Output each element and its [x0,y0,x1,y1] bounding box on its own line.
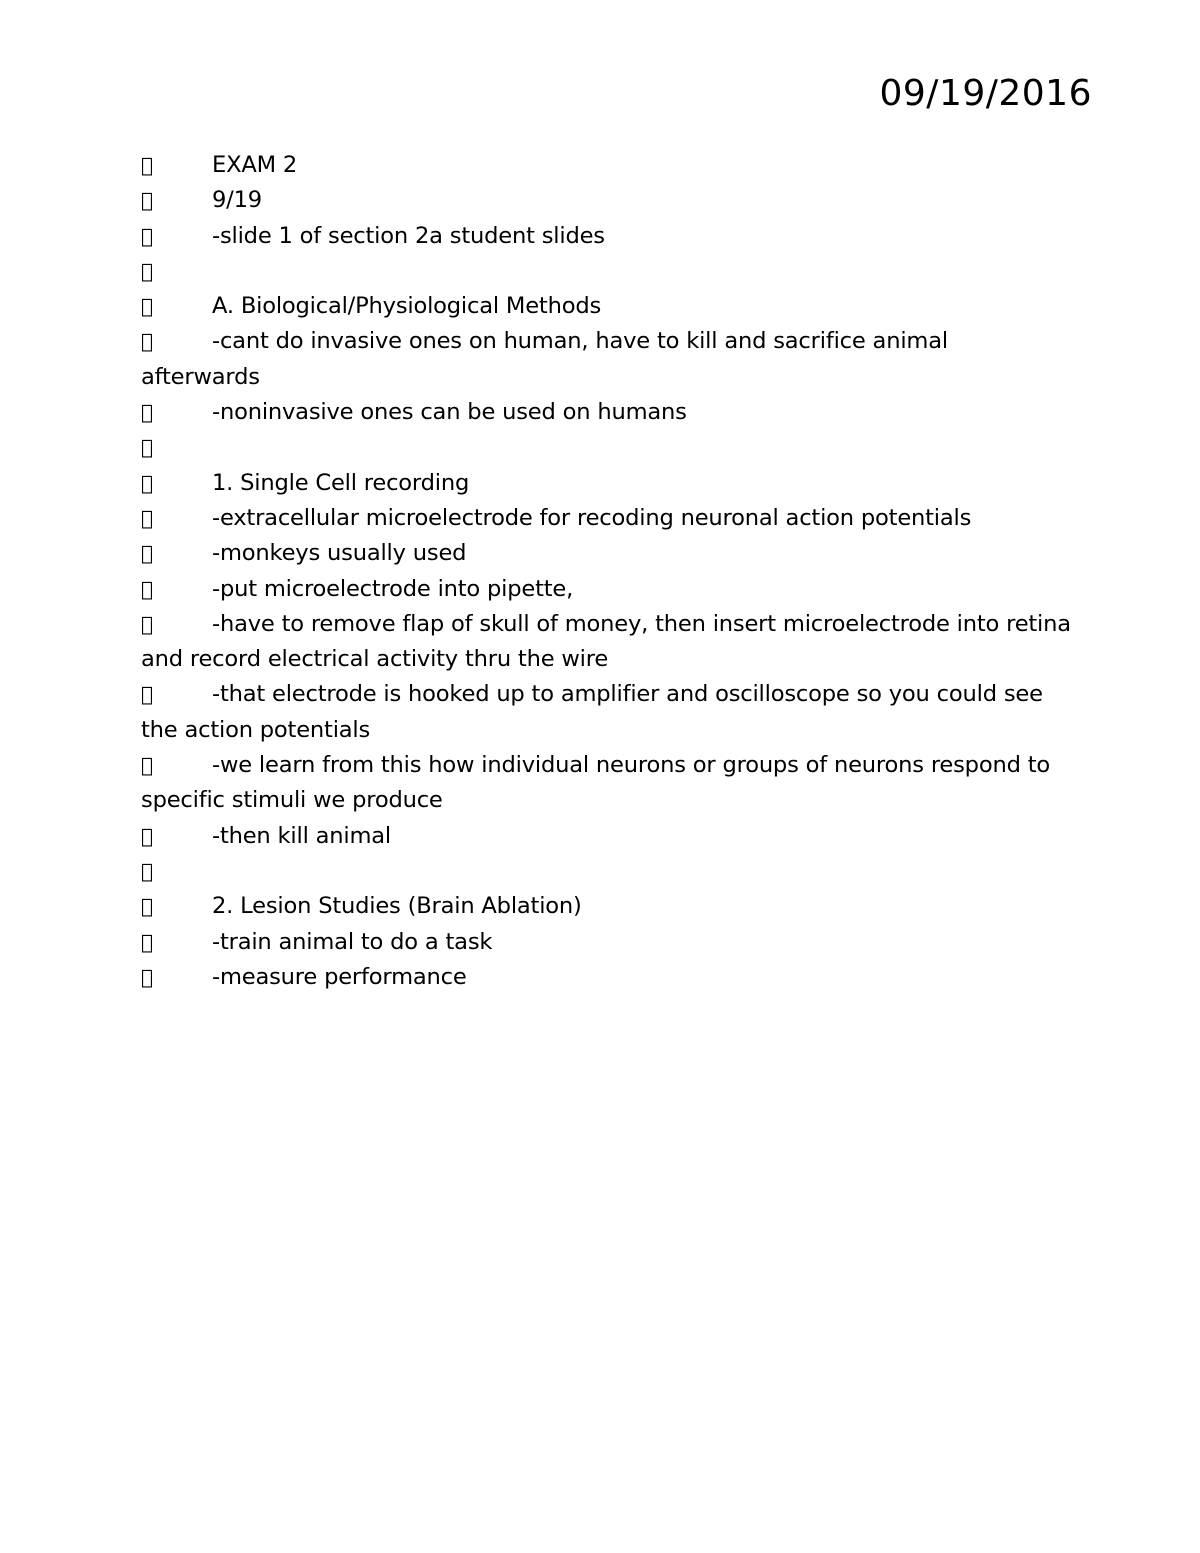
bullet-glyph-icon [141,324,212,359]
note-text: 1. Single Cell recording [212,469,470,496]
note-line [141,677,1071,748]
bullet-glyph-icon [141,430,212,465]
note-text: EXAM 2 [212,152,298,178]
bullet-glyph-icon [141,219,212,254]
bullet-glyph-icon [141,395,212,430]
note-text: -have to remove flap of skull of money, then insert microelectrode into retina and record electrical activity thru the wire [141,610,1071,673]
bullet-glyph-icon [141,960,212,995]
note-line [141,572,1071,607]
bullet-glyph-icon [141,466,212,501]
note-line [141,960,1071,995]
notes-list [141,148,1071,995]
note-text: -then kill animal [212,822,392,849]
note-text: -we learn from this how individual neurons or groups of neurons respond to specific stimuli we produce [141,752,1050,814]
bullet-glyph-icon [141,819,212,854]
note-text: 9/19 [212,187,262,214]
note-line [141,219,1071,254]
bullet-glyph-icon [141,254,212,289]
note-text: -slide 1 of section 2a student slides [212,222,605,249]
bullet-glyph-icon [141,501,212,536]
note-line [141,748,1071,819]
note-line [141,395,1071,430]
note-line [141,607,1071,678]
note-line [141,148,1071,183]
note-line [141,925,1071,960]
note-line [141,819,1071,854]
bullet-glyph-icon [141,607,212,642]
date-header: 09/19/2016 [879,73,1092,114]
bullet-glyph-icon [141,536,212,571]
note-text: -measure performance [212,963,467,990]
note-line [141,324,1071,395]
note-line [141,501,1071,536]
note-text: -cant do invasive ones on human, have to kill and sacrifice animal afterwards [141,328,948,390]
note-line [141,183,1071,218]
note-line [141,430,1071,465]
bullet-glyph-icon [141,289,212,324]
note-line [141,536,1071,571]
bullet-glyph-icon [141,148,212,183]
bullet-glyph-icon [141,572,212,607]
note-line [141,854,1071,889]
note-line [141,254,1071,289]
note-line [141,889,1071,924]
bullet-glyph-icon [141,677,212,712]
bullet-glyph-icon [141,748,212,783]
bullet-glyph-icon [141,854,212,889]
bullet-glyph-icon [141,183,212,218]
note-text: -train animal to do a task [212,928,493,955]
bullet-glyph-icon [141,925,212,960]
bullet-glyph-icon [141,889,212,924]
note-line [141,466,1071,501]
note-text: -noninvasive ones can be used on humans [212,399,687,426]
note-text: -put microelectrode into pipette, [212,575,574,602]
note-text: -monkeys usually used [212,540,467,567]
note-text: -extracellular microelectrode for recoding neuronal action potentials [212,504,972,531]
note-text: 2. Lesion Studies (Brain Ablation) [212,893,582,920]
note-text: -that electrode is hooked up to amplifier and oscilloscope so you could see the action potentials [141,681,1043,743]
note-line [141,289,1071,324]
note-text: A. Biological/Physiological Methods [212,293,602,320]
